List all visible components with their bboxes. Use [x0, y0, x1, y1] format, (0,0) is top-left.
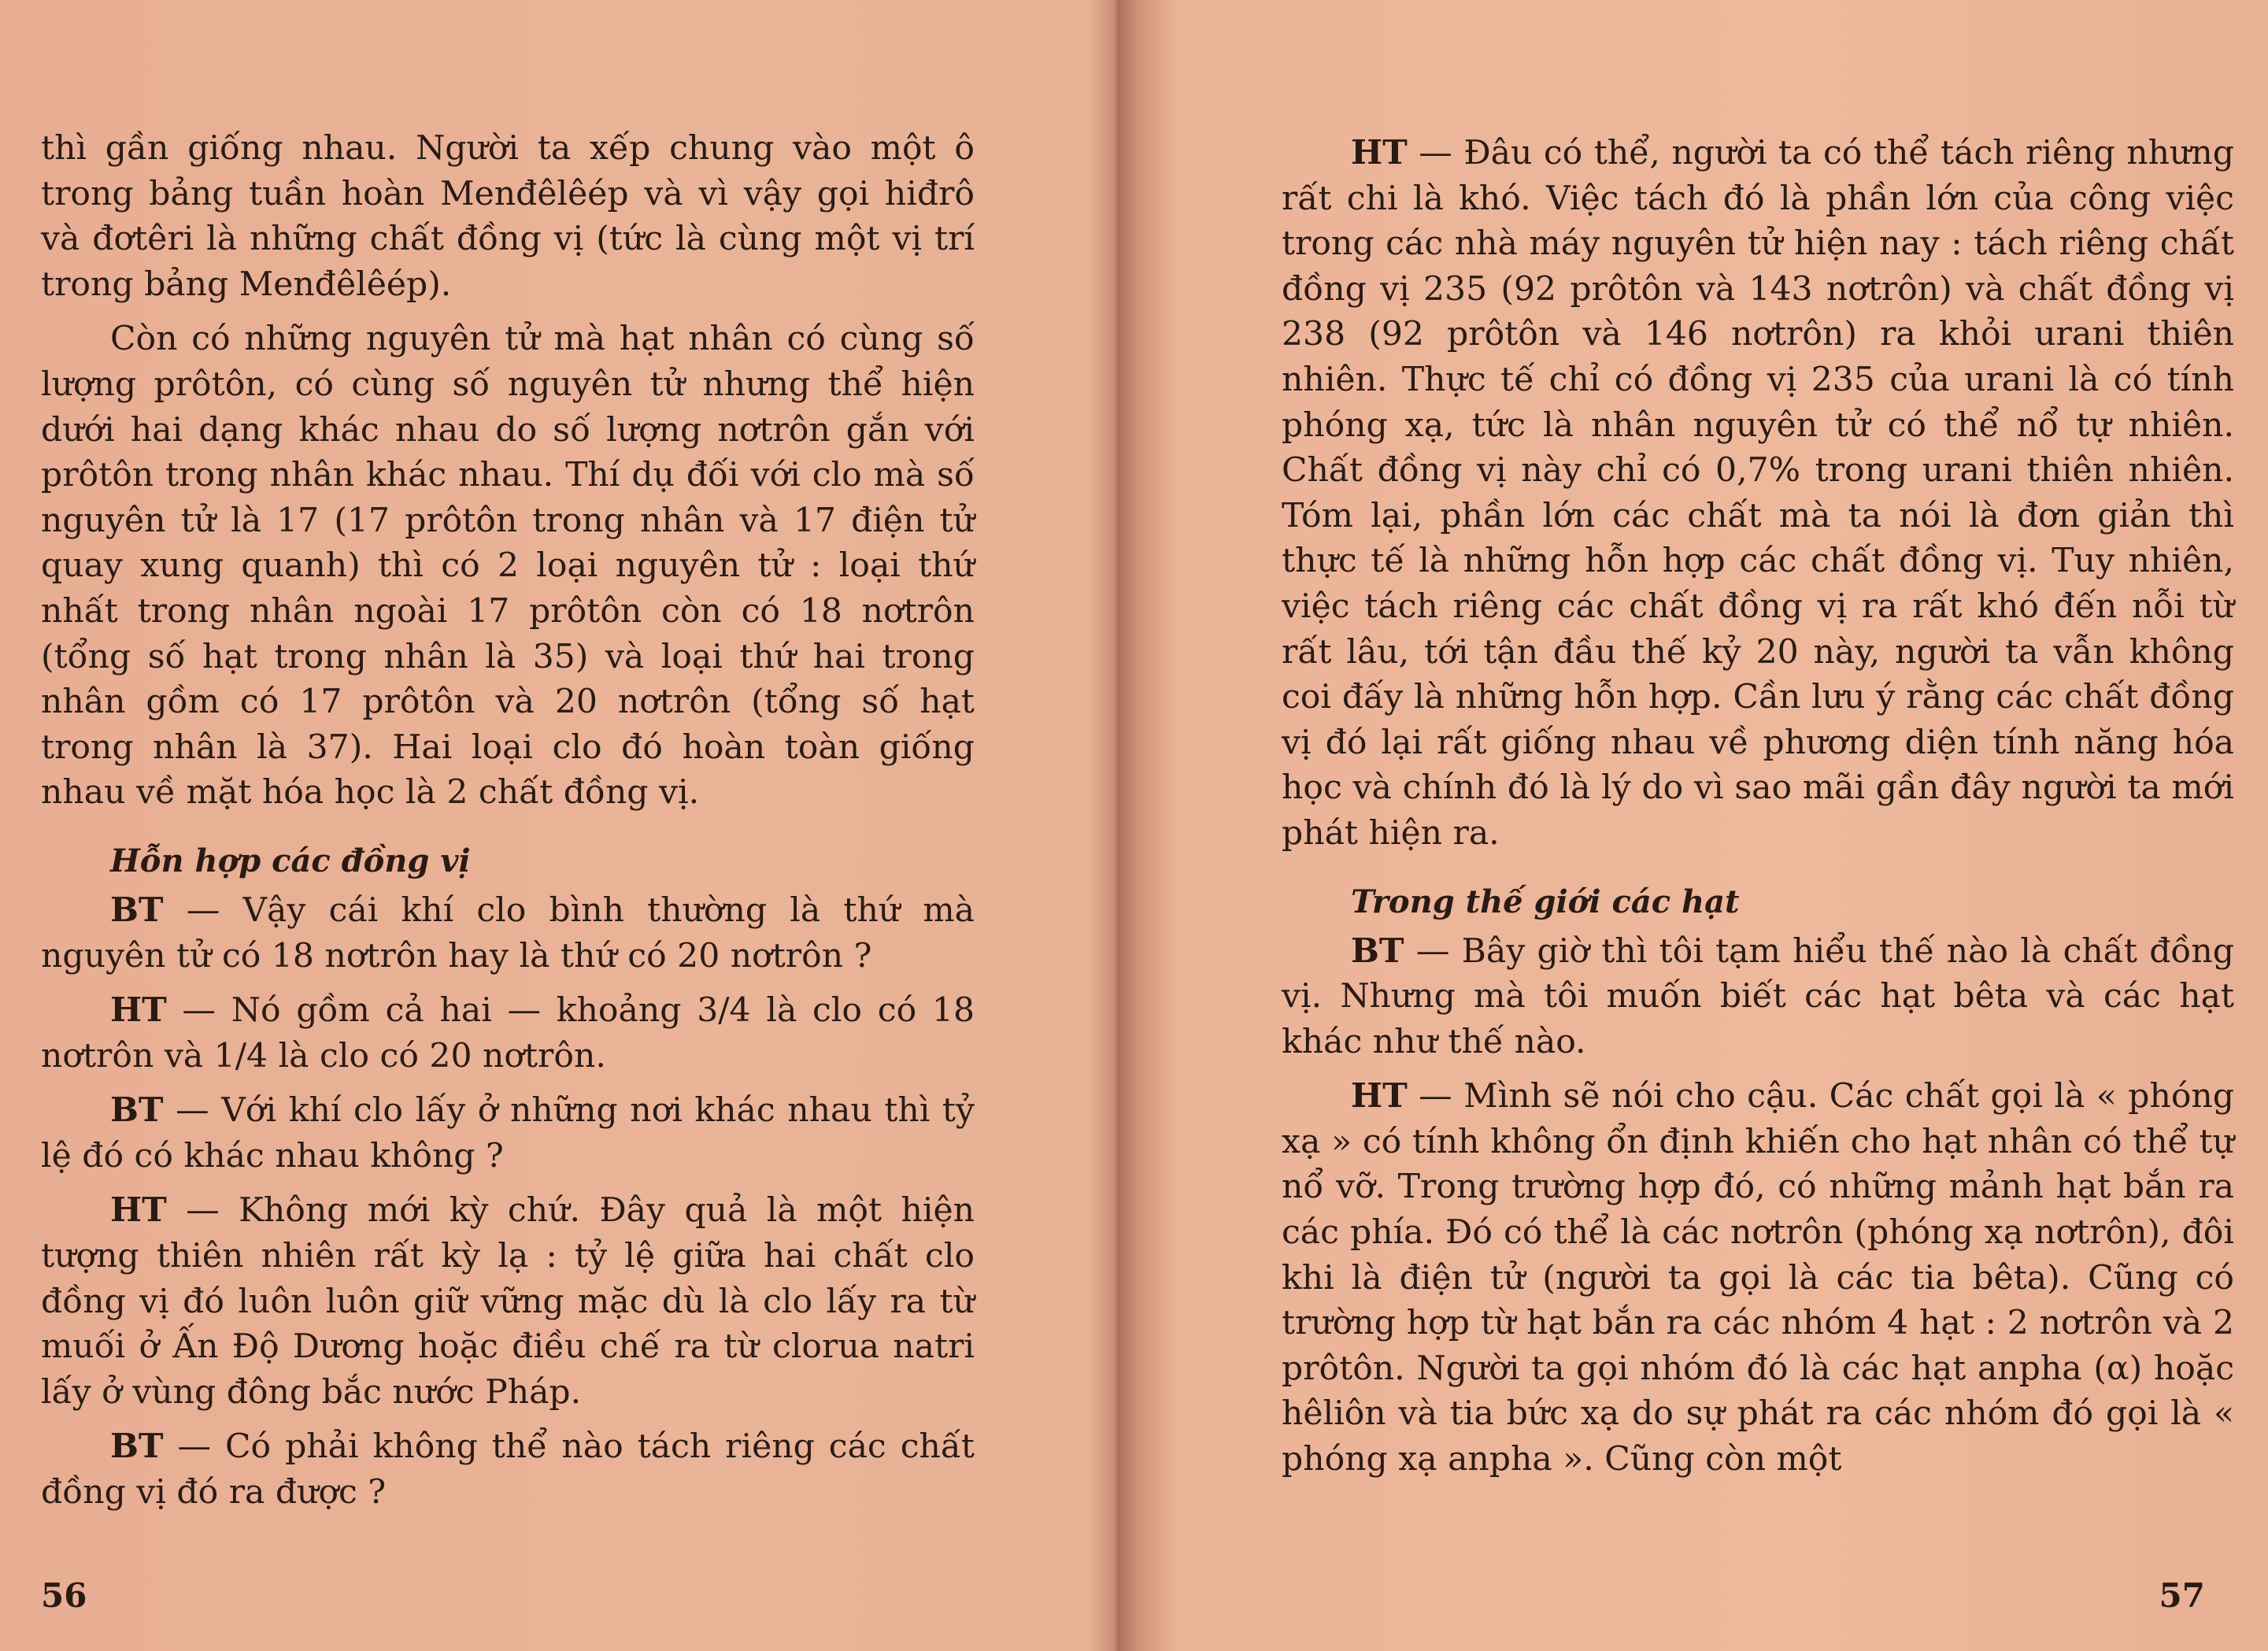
dialogue-line — [41, 1188, 975, 1415]
speaker-label: BT — [110, 1427, 164, 1467]
speaker-label: HT — [1351, 133, 1408, 172]
dialogue-text: — Bây giờ thì tôi tạm hiểu thế nào là chất đồng vị. Nhưng mà tôi muốn biết các hạt bêta và các hạt khác như thế nào. — [1282, 931, 2234, 1061]
paragraph: thì gần giống nhau. Người ta xếp chung vào một ô trong bảng tuần hoàn Menđêlêép và vì vậy gọi hiđrô và đơtêri là những chất đồng vị (tức là cùng một vị trí trong bảng Menđêlêép). — [41, 129, 975, 304]
left-page — [0, 0, 1118, 1651]
dialogue-line — [41, 988, 975, 1079]
dialogue-line — [1282, 929, 2234, 1065]
section-heading: Hỗn hợp các đồng vị — [110, 842, 471, 879]
paragraph: Còn có những nguyên tử mà hạt nhân có cùng số lượng prôtôn, có cùng số nguyên tử nhưng thể hiện dưới hai dạng khác nhau do số lượng nơtrôn gắn với prôtôn trong nhân khác nhau. Thí dụ đối với clo mà số nguyên tử là 17 (17 prôtôn trong nhân và 17 điện tử quay xung quanh) thì có 2 loại nguyên tử : loại thứ nhất trong nhân ngoài 17 prôtôn còn có 18 nơtrôn (tổng số hạt trong nhân là 35) và loại thứ hai trong nhân gồm có 17 prôtôn và 20 nơtrôn (tổng số hạt trong nhân là 37). Hai loại clo đó hoàn toàn giống nhau về mặt hóa học là 2 chất đồng vị. — [41, 320, 975, 813]
speaker-label: BT — [1351, 931, 1404, 971]
left-page-text — [41, 126, 975, 1525]
section-heading: Trong thế giới các hạt — [1351, 883, 1740, 920]
speaker-label: HT — [1351, 1076, 1408, 1116]
dialogue-text: — Đâu có thể, người ta có thể tách riêng nhưng rất chi là khó. Việc tách đó là phần lớn của công việc trong các nhà máy nguyên tử hiện nay : tách riêng chất đồng vị 235 (92 prôtôn và 143 nơtrôn) và chất đồng vị 238 (92 prôtôn và 146 nơtrôn) ra khỏi urani thiên nhiên. Thực tế chỉ có đồng vị 235 của urani là có tính phóng xạ, tức là nhân nguyên tử có thể nổ tự nhiên. Chất đồng vị này chỉ có 0,7% trong urani thiên nhiên. Tóm lại, phần lớn các chất mà ta nói là đơn giản thì thực tế là những hỗn hợp các chất đồng vị. Tuy nhiên, việc tách riêng các chất đồng vị ra rất khó đến nỗi từ rất lâu, tới tận đầu thế kỷ 20 này, người ta vẫn không coi đấy là những hỗn hợp. Cần lưu ý rằng các chất đồng vị đó lại rất giống nhau về phương diện tính năng hóa học và chính đó là lý do vì sao mãi gần đây người ta mới phát hiện ra. — [1282, 134, 2234, 853]
dialogue-text: — Mình sẽ nói cho cậu. Các chất gọi là « phóng xạ » có tính không ổn định khiến cho hạt nhân có thể tự nổ vỡ. Trong trường hợp đó, có những mảnh hạt bắn ra các phía. Đó có thể là các nơtrôn (phóng xạ nơtrôn), đôi khi là điện tử (người ta gọi là các tia bêta). Cũng có trường hợp từ hạt bắn ra các nhóm 4 hạt : 2 nơtrôn và 2 prôtôn. Người ta gọi nhóm đó là các hạt anpha (α) hoặc hêliôn và tia bức xạ do sự phát ra các nhóm đó gọi là « phóng xạ anpha ». Cũng còn một — [1282, 1077, 2234, 1479]
speaker-label: HT — [110, 990, 167, 1031]
dialogue-text: — Không mới kỳ chứ. Đây quả là một hiện tượng thiên nhiên rất kỳ lạ : tỷ lệ giữa hai chất clo đồng vị đó luôn luôn giữ vững mặc dù là clo lấy ra từ muối ở Ấn Độ Dương hoặc điều chế ra từ clorua natri lấy ở vùng đông bắc nước Pháp. — [41, 1191, 975, 1412]
dialogue-text: — Vậy cái khí clo bình thường là thứ mà nguyên tử có 18 nơtrôn hay là thứ có 20 nơtrôn ? — [41, 890, 975, 975]
speaker-label: HT — [110, 1190, 167, 1231]
dialogue-line — [1282, 131, 2234, 857]
page-number: 56 — [41, 1576, 87, 1615]
dialogue-line — [41, 888, 975, 979]
dialogue-line — [41, 1088, 975, 1179]
speaker-label: BT — [110, 1090, 164, 1131]
dialogue-line — [1282, 1074, 2234, 1482]
speaker-label: BT — [110, 890, 164, 930]
dialogue-line — [41, 1424, 975, 1515]
dialogue-text: — Có phải không thể nào tách riêng các chất đồng vị đó ra được ? — [41, 1427, 975, 1512]
right-page — [1119, 0, 2268, 1651]
right-page-text — [1282, 131, 2234, 1492]
page-number: 57 — [2159, 1576, 2205, 1615]
dialogue-text: — Nó gồm cả hai — khoảng 3/4 là clo có 18 nơtrôn và 1/4 là clo có 20 nơtrôn. — [41, 991, 975, 1075]
dialogue-text: — Với khí clo lấy ở những nơi khác nhau thì tỷ lệ đó có khác nhau không ? — [41, 1091, 975, 1175]
